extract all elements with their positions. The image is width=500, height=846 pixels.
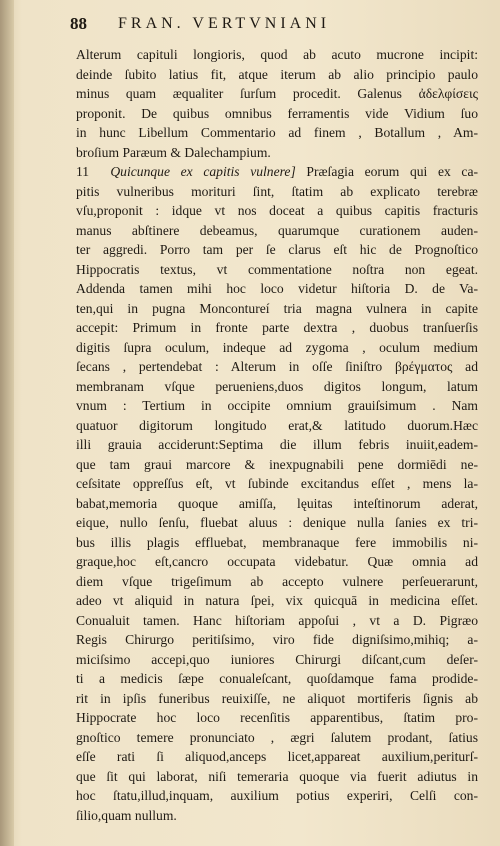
text-line: gnoſtico temere pronunciato , ægri ſalutem prodant, ſatius — [76, 729, 478, 745]
text-line: membranam vſque perueniens,duos digitos longum, latum — [76, 378, 478, 394]
commentary-paragraph — [76, 182, 478, 826]
running-head: FRAN. VERTVNIANI — [118, 15, 331, 32]
text-line: deinde ſubito latius fit, atque iterum ab alio principio paulo — [76, 66, 478, 82]
text-line: Regis Chirurgo peritiſsimo, viro fide digniſsimo,mihiq; a- — [76, 632, 478, 647]
text-line: accepit: Primum in fronte parte dextra , duobus tranſuerſis — [76, 320, 478, 335]
text-line: que ſit qui laborat, niſi temeraria quoque via fuerit adiutus in — [76, 768, 478, 784]
text-line: minus quam æqualiter ſurſum procedit. Galenus ἀδελφίσεις — [76, 86, 478, 101]
text-line: pitis vulneribus morituri ſint, ſtatim ab explicato terebræ — [76, 183, 478, 199]
text-line: graque,hoc eſt,cancro occupata videbatur. Quæ omnia ad — [76, 554, 478, 569]
section-first-line-text: Præſagia eorum qui ex ca- — [306, 164, 478, 179]
text-line: manus abſtinere debeamus, quarumque curationem auden- — [76, 222, 478, 238]
section-lemma: Quicunque ex capitis vulnere] — [110, 164, 296, 179]
text-line: digitis ſupra oculum, indeque ad zygoma , oculum medium — [76, 339, 478, 355]
page-gutter — [0, 0, 14, 846]
text-line: ti a medicis ſæpe conualeſcant, quoſdamque fama prodide- — [76, 671, 478, 686]
text-line: ceſsitate oppreſſus eſt, vt ſubinde excitandus eſſet , mens la- — [76, 476, 478, 491]
opening-paragraph — [76, 45, 478, 162]
section-first-line — [76, 162, 478, 182]
text-line: Hippocrate hoc loco recenſitis apparentibus, ſtatim pro- — [76, 710, 478, 725]
text-line: in hunc Libellum Commentario ad finem , Botallum , Am- — [76, 125, 478, 140]
text-line: eſſe rati ſi aliquod,anceps licet,appareat auxilium,periturſ- — [76, 749, 478, 764]
text-line: ter aggredi. Porro tam per ſe clarus eſt hic de Prognoſtico — [76, 242, 478, 257]
text-line: ſecans , pertendebat : Alterum in oſſe ſiniſtro βρέγματος ad — [76, 359, 478, 374]
text-line: diem vſque trigeſimum ab accepto vulnere perſeuerarunt, — [76, 573, 478, 589]
text-line: hoc ſtatu,illud,inquam, auxilium potius experiri, Celſi con- — [76, 788, 478, 803]
text-line: adeo vt aliquid in natura ſpei, vix quicquā in medicina eſſet. — [76, 593, 478, 608]
text-line: Conualuit tamen. Hanc hiſtoriam appoſui , vt a D. Pigræo — [76, 612, 478, 628]
text-line: que tam graui marcore & inexpugnabili pene dormiēdi ne- — [76, 456, 478, 472]
text-line: bus illis plagis effluebat, membranaque fere immobilis ni- — [76, 534, 478, 550]
page-number: 88 — [70, 14, 87, 33]
text-line: babat,memoria quoque amiſſa, lęuitas inteſtinorum aderat, — [76, 495, 478, 511]
text-line: broſium Paræum & Dalechampium. — [76, 144, 271, 160]
text-line: miciſsimo accepi,quo iuniores Chirurgi diſcant,cum deſer- — [76, 651, 478, 667]
text-line: Addenda tamen mihi hoc loco videtur hiſtoria D. de Va- — [76, 281, 478, 296]
text-line: ten,qui in pugna Moncontureí tria magna vulnera in capite — [76, 300, 478, 316]
text-line: Alterum capituli longioris, quod ab acuto mucrone incipit: — [76, 47, 478, 62]
page-header — [70, 14, 476, 38]
text-line: illi grauia acciderunt:Septima die illum febris inuiit,eadem- — [76, 437, 478, 452]
text-line: ſilio,quam nullum. — [76, 807, 177, 823]
text-line: proponit. De quibus omnibus ferramentis vide Vidium ſuo — [76, 105, 478, 121]
text-line: quatuor digitorum longitudo erat,& latitudo duorum.Hæc — [76, 417, 478, 433]
text-line: vnum : Tertium in occipite omnium grauiſsimum . Nam — [76, 398, 478, 413]
text-line: Hippocratis textus, vt commentatione noſtra non egeat. — [76, 261, 478, 277]
section-marker: 11 — [76, 164, 90, 179]
text-line: rit in ipſis funeribus reuixiſſe, ne aliquot mortiferis ſignis ab — [76, 690, 478, 706]
main-text — [76, 45, 478, 825]
text-line: eique, nullo ſenſu, fluebat aluus : denique nulla ſanies ex tri- — [76, 515, 478, 530]
text-line: vſu,proponit : idque vt nos doceat a quibus capitis fracturis — [76, 203, 478, 218]
